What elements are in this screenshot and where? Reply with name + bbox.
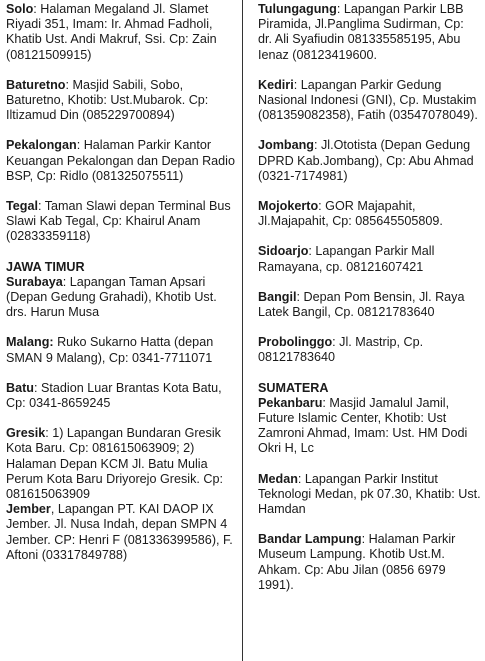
entry-separator: : — [336, 2, 344, 16]
entry-text: Stadion Luar Brantas Kota Batu, Cp: 0341-8659245 — [6, 380, 222, 411]
entry-jombang — [258, 138, 481, 184]
entry-text: Lapangan PT. KAI DAOP IX Jember. Jl. Nusa Indah, depan SMPN 4 Jember. CP: Henri F (081336399586), F. Aftoni (03317849788) — [6, 502, 233, 562]
entry-name: Tulungagung — [258, 2, 337, 16]
entry-name: Kediri — [258, 77, 294, 92]
entry-sidoarjo — [258, 244, 481, 274]
entry-name: Mojokerto — [258, 199, 319, 214]
entry-name: Surabaya — [6, 274, 63, 289]
entry-solo — [6, 2, 235, 63]
entry-mojokerto — [258, 199, 481, 229]
entry-name: Sidoarjo — [258, 244, 309, 259]
entry-text: 1) Lapangan Bundaran Gresik Kota Baru. Cp: 081615063909; 2) Halaman Depan KCM Jl. Batu Mulia Perum Kota Baru Driyorejo Gresik. Cp: 081615063909 — [6, 426, 223, 502]
entry-batu — [6, 381, 235, 411]
left-column — [0, 0, 241, 661]
section-title-sumatera: SUMATERA — [258, 380, 329, 395]
entry-medan — [258, 472, 481, 518]
entry-separator: : — [313, 138, 321, 153]
entry-separator: : — [62, 274, 70, 289]
entry-malang — [6, 335, 235, 365]
entry-tegal — [6, 199, 235, 245]
entry-separator: : — [76, 138, 84, 153]
entry-pekalongan — [6, 138, 235, 184]
entry-name: Pekalongan — [6, 138, 77, 153]
entry-text: Lapangan Parkir Gedung Nasional Indonesi (GNI), Cp. Mustakim (081359082358), Fatih (03547078049). — [258, 77, 478, 123]
entry-pekanbaru — [258, 396, 481, 457]
entry-text: Depan Pom Bensin, Jl. Raya Latek Bangil, Cp. 08121783640 — [258, 289, 465, 320]
entry-text: Taman Slawi depan Terminal Bus Slawi Kab Tegal, Cp: Khairul Anam (02833359118) — [6, 199, 231, 244]
entry-surabaya — [6, 275, 235, 321]
entry-name: Tegal — [6, 199, 38, 214]
entry-text: Masjid Jamalul Jamil, Future Islamic Center, Khotib: Ust Zamroni Ahmad, Imam: Ust. HM Dodi Okri H, Lc — [258, 395, 468, 456]
entry-name: Jombang — [258, 138, 314, 153]
entry-name: Bangil — [258, 289, 297, 304]
entry-probolinggo — [258, 335, 481, 365]
entry-name: Bandar Lampung — [258, 532, 362, 547]
entry-separator: : — [33, 2, 41, 16]
entry-jember — [6, 502, 235, 563]
entry-name: Jember — [6, 502, 51, 517]
entry-gresik — [6, 426, 235, 502]
entry-separator: : — [296, 289, 304, 304]
entry-text: Lapangan Taman Apsari (Depan Gedung Grahadi), Khotib Ust. drs. Harun Musa — [6, 274, 217, 320]
entry-name: Batu — [6, 380, 34, 395]
entry-separator: : — [37, 199, 45, 214]
entry-separator: : — [361, 532, 369, 547]
entry-name: Malang: — [6, 335, 54, 350]
column-divider — [242, 0, 243, 661]
entry-separator: : — [297, 471, 305, 486]
entry-name: Pekanbaru — [258, 395, 323, 410]
entry-bandar-lampung — [258, 532, 481, 593]
entry-text: Lapangan Parkir Institut Teknologi Medan, pk 07.30, Khatib: Ust. Hamdan — [258, 471, 481, 517]
entry-name: Solo — [6, 2, 34, 16]
entry-text: Halaman Megaland Jl. Slamet Riyadi 351, Imam: Ir. Ahmad Fadholi, Khatib Ust. Andi Makruf, Ssi. Cp: Zain (08121509915) — [6, 2, 217, 62]
section-title-jawa-timur: JAWA TIMUR — [6, 259, 85, 274]
entry-name: Medan — [258, 471, 298, 486]
entry-text: Jl.Ototista (Depan Gedung DPRD Kab.Jombang), Cp: Abu Ahmad (0321-7174981) — [258, 138, 474, 183]
entry-separator: , — [50, 502, 58, 517]
entry-separator: : — [293, 77, 301, 92]
entry-separator: : — [45, 426, 53, 441]
entry-text: Masjid Sabili, Sobo, Baturetno, Khotib: Ust.Mubarok. Cp: Iltizamud Din (085229700894) — [6, 77, 209, 123]
entry-text: Halaman Parkir Kantor Keuangan Pekalongan dan Depan Radio BSP, Cp: Ridlo (081325075511) — [6, 138, 235, 183]
entry-baturetno — [6, 78, 235, 124]
entry-separator: : — [34, 380, 41, 395]
entry-text: GOR Majapahit, Jl.Majapahit, Cp: 085645505809. — [258, 199, 443, 229]
entry-separator: : — [318, 199, 326, 214]
entry-separator: : — [332, 335, 340, 350]
entry-name: Gresik — [6, 426, 46, 441]
entry-separator: : — [65, 77, 73, 92]
entry-separator: : — [308, 244, 316, 259]
entry-separator: : — [322, 395, 330, 410]
entry-text: Lapangan Parkir LBB Piramida, Jl.Panglima Sudirman, Cp: dr. Ali Syafiudin 081335585195, Abu Ienaz (08123419600. — [258, 2, 464, 62]
entry-text: Lapangan Parkir Mall Ramayana, cp. 08121607421 — [258, 244, 435, 274]
entry-name: Baturetno — [6, 77, 66, 92]
entry-bangil — [258, 290, 481, 320]
entry-text: Halaman Parkir Museum Lampung. Khotib Ust.M. Ahkam. Cp: Abu Jilan (0856 6979 1991). — [258, 532, 456, 592]
entry-text: Ruko Sukarno Hatta (depan SMAN 9 Malang), Cp: 0341-7711071 — [6, 335, 214, 365]
right-column — [244, 0, 485, 661]
entry-kediri — [258, 78, 481, 124]
entry-tulungagung — [258, 2, 481, 63]
entry-text: Jl. Mastrip, Cp. 08121783640 — [258, 335, 424, 365]
entry-name: Probolinggo — [258, 335, 333, 350]
